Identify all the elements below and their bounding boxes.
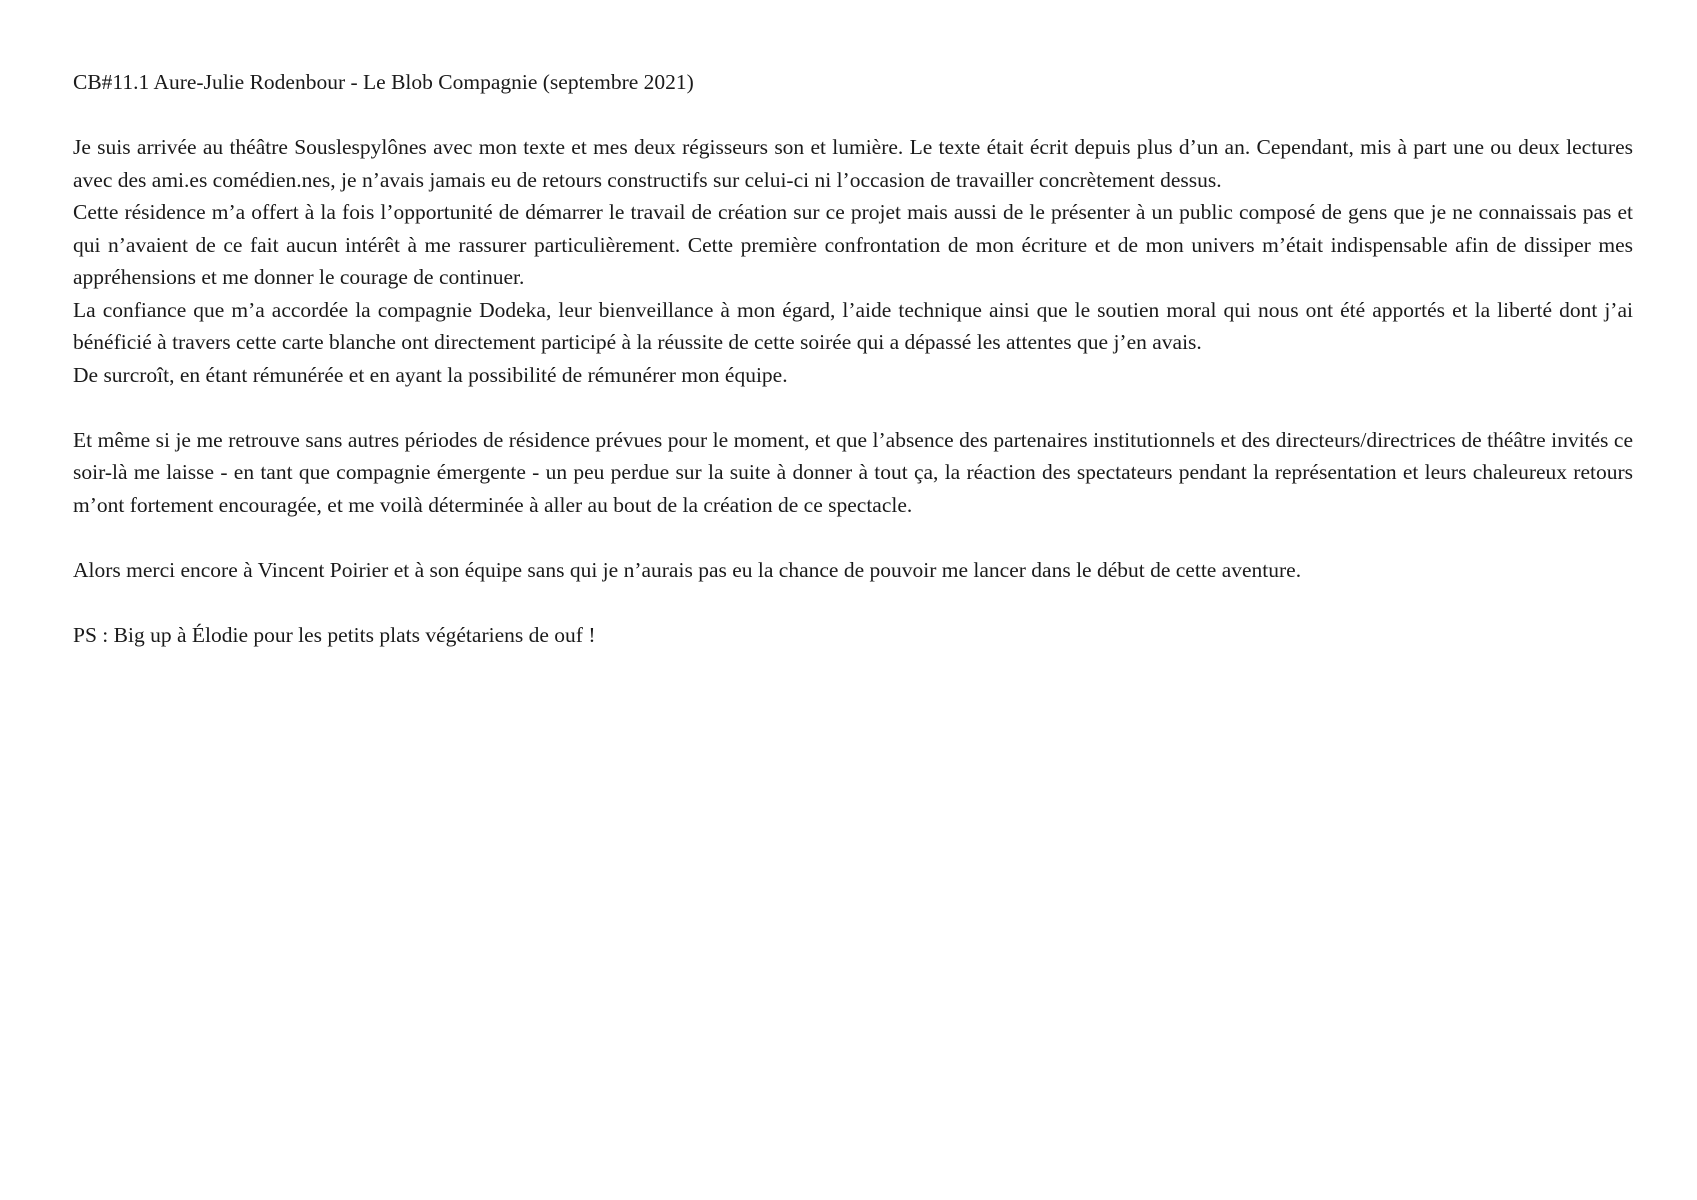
paragraph-future: Et même si je me retrouve sans autres périodes de résidence prévues pour le moment, et que l’absence des partenaires institutionnels et des directeurs/directrices de théâtre invités ce soir-là me laisse - en tant que compagnie émergente - un peu perdue sur la suite à donner à tout ça, la réaction des spectateurs pendant la représentation et leurs chaleureux retours m’ont fortement encouragée, et me voilà déterminée à aller au bout de la création de ce spectacle.: [73, 427, 1633, 517]
paragraph-confidence: La confiance que m’a accordée la compagnie Dodeka, leur bienveillance à mon égard, l’aide technique ainsi que le soutien moral qui nous ont été apportés et la liberté dont j’ai bénéficié à travers cette carte blanche ont directement participé à la réussite de cette soirée qui a dépassé les attentes que j’en avais.: [73, 297, 1633, 354]
paragraph-remuneration: De surcroît, en étant rémunérée et en ayant la possibilité de rémunérer mon équipe.: [73, 362, 788, 387]
paragraph-arrival: Je suis arrivée au théâtre Souslespylônes avec mon texte et mes deux régisseurs son et lumière. Le texte était écrit depuis plus d’un an. Cependant, mis à part une ou deux lectures avec des ami.es comédien.nes, je n’avais jamais eu de retours constructifs sur celui-ci ni l’occasion de travailler concrètement dessus.: [73, 135, 1633, 192]
document-page: [73, 66, 1633, 651]
paragraph-thanks: Alors merci encore à Vincent Poirier et à son équipe sans qui je n’aurais pas eu la chance de pouvoir me lancer dans le début de cette aventure.: [73, 557, 1302, 582]
paragraph-residence: Cette résidence m’a offert à la fois l’opportunité de démarrer le travail de création sur ce projet mais aussi de le présenter à un public composé de gens que je ne connaissais pas et qui n’avaient de ce fait aucun intérêt à me rassurer particulièrement. Cette première confrontation de mon écriture et de mon univers m’était indispensable afin de dissiper mes appréhensions et me donner le courage de continuer.: [73, 200, 1633, 289]
paragraph-postscript: PS : Big up à Élodie pour les petits plats végétariens de ouf !: [73, 622, 596, 647]
document-title: CB#11.1 Aure-Julie Rodenbour - Le Blob Compagnie (septembre 2021): [73, 70, 694, 94]
